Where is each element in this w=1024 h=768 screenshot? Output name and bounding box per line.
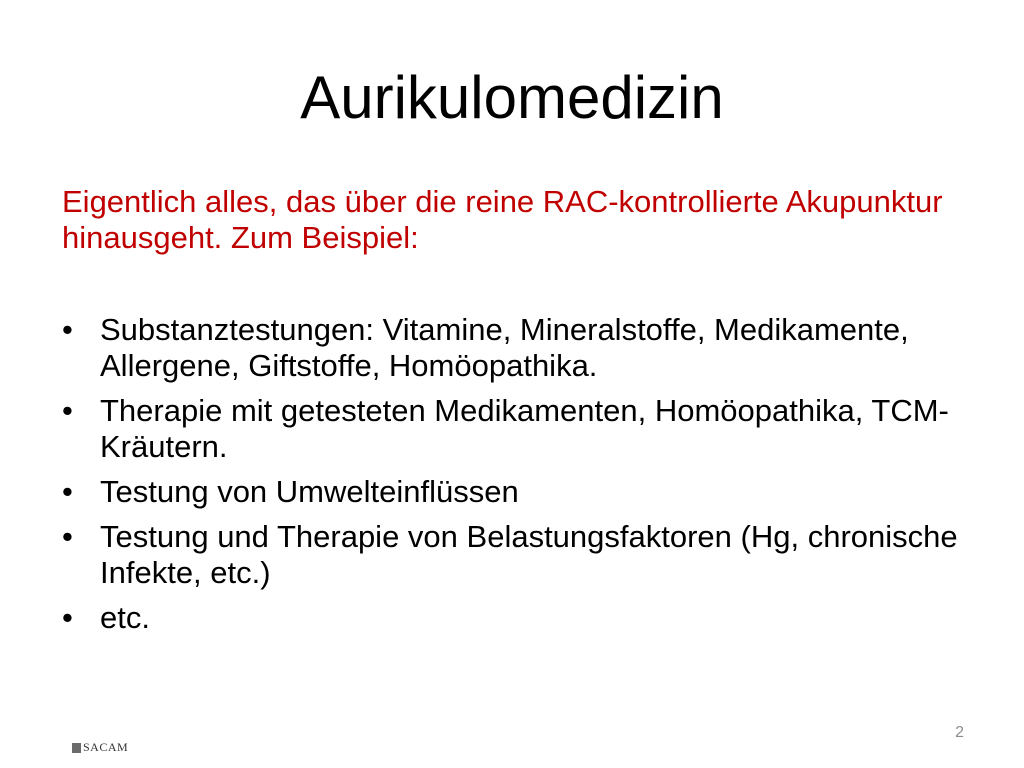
page-number: 2 bbox=[955, 724, 964, 741]
list-item-text: Substanztestungen: Vitamine, Mineralstoffe, Medikamente, Allergene, Giftstoffe, Homöopathika. bbox=[100, 312, 909, 383]
list-item-text: Testung und Therapie von Belastungsfaktoren (Hg, chronische Infekte, etc.) bbox=[100, 519, 958, 590]
list-item bbox=[62, 519, 982, 591]
list-item-text: etc. bbox=[100, 600, 150, 635]
bullet-icon: • bbox=[62, 393, 73, 428]
list-item bbox=[62, 312, 982, 384]
list-item bbox=[62, 393, 982, 465]
bullet-icon: • bbox=[62, 474, 73, 509]
logo-text: SACAM bbox=[83, 740, 129, 754]
bullet-icon: • bbox=[62, 600, 73, 635]
slide-title: Aurikulomedizin bbox=[300, 64, 724, 131]
logo-mark-icon bbox=[72, 743, 81, 753]
intro-text: Eigentlich alles, das über die reine RAC-kontrollierte Akupunktur hinausgeht. Zum Beispiel: bbox=[62, 184, 943, 255]
bullet-list bbox=[62, 312, 982, 645]
list-item-text: Therapie mit getesteten Medikamenten, Homöopathika, TCM-Kräutern. bbox=[100, 393, 949, 464]
list-item bbox=[62, 474, 982, 510]
sacam-logo bbox=[72, 740, 128, 755]
bullet-icon: • bbox=[62, 519, 73, 554]
bullet-icon: • bbox=[62, 312, 73, 347]
list-item bbox=[62, 600, 982, 636]
list-item-text: Testung von Umwelteinflüssen bbox=[100, 474, 519, 509]
